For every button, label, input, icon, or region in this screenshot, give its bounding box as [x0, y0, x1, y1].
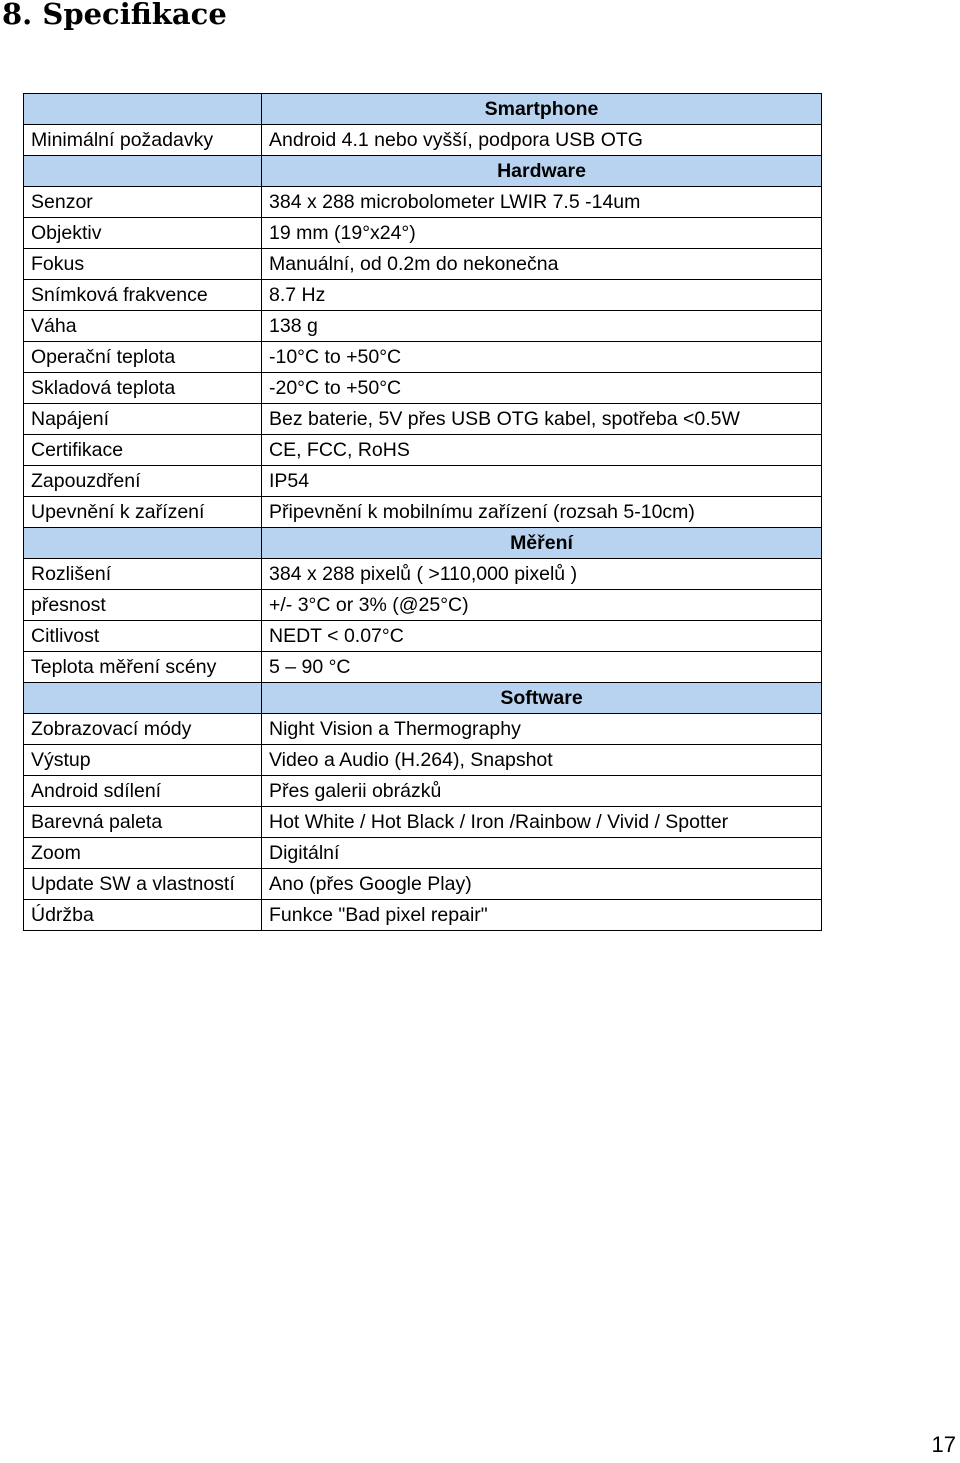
spec-label: Upevnění k zařízení	[24, 497, 262, 528]
spec-label: Minimální požadavky	[24, 125, 262, 156]
spec-row	[24, 497, 822, 528]
spec-label: Citlivost	[24, 621, 262, 652]
spec-value: -10°C to +50°C	[262, 342, 822, 373]
spec-label: Zobrazovací módy	[24, 714, 262, 745]
spec-value: Manuální, od 0.2m do nekonečna	[262, 249, 822, 280]
spec-value: Funkce "Bad pixel repair"	[262, 900, 822, 931]
spec-row	[24, 745, 822, 776]
spec-row	[24, 776, 822, 807]
spec-value: Hot White / Hot Black / Iron /Rainbow / Vivid / Spotter	[262, 807, 822, 838]
section-header-spacer	[24, 94, 262, 125]
spec-label: Snímková frakvence	[24, 280, 262, 311]
spec-label: Zoom	[24, 838, 262, 869]
spec-value: 19 mm (19°x24°)	[262, 218, 822, 249]
spec-row	[24, 869, 822, 900]
page-number: 17	[931, 1432, 956, 1457]
section-header-spacer	[24, 156, 262, 187]
spec-row	[24, 621, 822, 652]
section-title: Smartphone	[262, 94, 822, 125]
spec-label: Fokus	[24, 249, 262, 280]
spec-label: Update SW a vlastností	[24, 869, 262, 900]
spec-row	[24, 342, 822, 373]
spec-label: Operační teplota	[24, 342, 262, 373]
spec-row	[24, 435, 822, 466]
spec-label: Výstup	[24, 745, 262, 776]
section-header-spacer	[24, 683, 262, 714]
spec-row	[24, 404, 822, 435]
section-header-spacer	[24, 528, 262, 559]
spec-row	[24, 125, 822, 156]
spec-label: Barevná paleta	[24, 807, 262, 838]
spec-label: Skladová teplota	[24, 373, 262, 404]
spec-value: Digitální	[262, 838, 822, 869]
spec-value: 384 x 288 microbolometer LWIR 7.5 -14um	[262, 187, 822, 218]
spec-row	[24, 559, 822, 590]
spec-value: +/- 3°C or 3% (@25°C)	[262, 590, 822, 621]
spec-value: 8.7 Hz	[262, 280, 822, 311]
spec-label: Objektiv	[24, 218, 262, 249]
section-title: Měření	[262, 528, 822, 559]
spec-label: Napájení	[24, 404, 262, 435]
section-title: Software	[262, 683, 822, 714]
spec-row	[24, 900, 822, 931]
spec-row	[24, 838, 822, 869]
spec-value: Night Vision a Thermography	[262, 714, 822, 745]
spec-value: 384 x 288 pixelů ( >110,000 pixelů )	[262, 559, 822, 590]
section-header-row	[24, 94, 822, 125]
spec-row	[24, 373, 822, 404]
spec-value: Bez baterie, 5V přes USB OTG kabel, spotřeba <0.5W	[262, 404, 822, 435]
section-title: Hardware	[262, 156, 822, 187]
spec-value: IP54	[262, 466, 822, 497]
spec-value: -20°C to +50°C	[262, 373, 822, 404]
section-header-row	[24, 683, 822, 714]
spec-row	[24, 466, 822, 497]
spec-row	[24, 218, 822, 249]
spec-label: přesnost	[24, 590, 262, 621]
spec-row	[24, 807, 822, 838]
spec-row	[24, 249, 822, 280]
spec-label: Rozlišení	[24, 559, 262, 590]
spec-row	[24, 714, 822, 745]
spec-row	[24, 590, 822, 621]
spec-label: Certifikace	[24, 435, 262, 466]
spec-row	[24, 652, 822, 683]
spec-label: Údržba	[24, 900, 262, 931]
spec-value: Přes galerii obrázků	[262, 776, 822, 807]
spec-value: CE, FCC, RoHS	[262, 435, 822, 466]
specifications-table-body	[24, 94, 822, 931]
spec-value: Video a Audio (H.264), Snapshot	[262, 745, 822, 776]
spec-value: NEDT < 0.07°C	[262, 621, 822, 652]
spec-label: Váha	[24, 311, 262, 342]
specifications-table	[23, 93, 822, 931]
section-header-row	[24, 156, 822, 187]
section-header-row	[24, 528, 822, 559]
spec-label: Teplota měření scény	[24, 652, 262, 683]
spec-label: Zapouzdření	[24, 466, 262, 497]
spec-value: Android 4.1 nebo vyšší, podpora USB OTG	[262, 125, 822, 156]
spec-label: Senzor	[24, 187, 262, 218]
spec-value: 5 – 90 °C	[262, 652, 822, 683]
spec-value: Připevnění k mobilnímu zařízení (rozsah 5-10cm)	[262, 497, 822, 528]
page-title: 8. Specifikace	[2, 0, 227, 31]
spec-row	[24, 311, 822, 342]
spec-value: 138 g	[262, 311, 822, 342]
spec-row	[24, 280, 822, 311]
spec-label: Android sdílení	[24, 776, 262, 807]
spec-row	[24, 187, 822, 218]
spec-value: Ano (přes Google Play)	[262, 869, 822, 900]
